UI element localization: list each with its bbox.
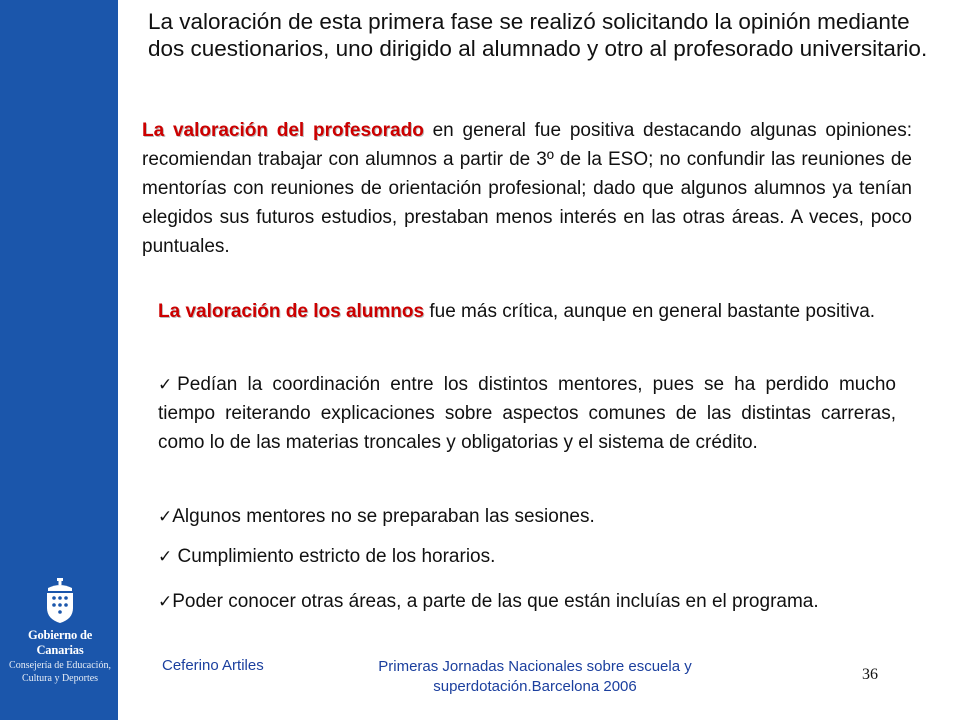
alumnos-text: fue más crítica, aunque en general bastante positiva. (424, 301, 876, 322)
left-sidebar-band (0, 0, 118, 720)
footer-event: Primeras Jornadas Nacionales sobre escuela y superdotación.Barcelona 2006 (378, 658, 692, 695)
footer-author: Ceferino Artiles (162, 657, 264, 674)
coat-of-arms-icon (40, 578, 80, 624)
bullet-text-4: Poder conocer otras áreas, a parte de las que están incluías en el programa. (172, 591, 819, 612)
profesorado-text: en general fue positiva destacando algunas opiniones: recomiendan trabajar con alumnos a partir de 3º de la ESO; no confundir las reuniones de mentorías con reuniones de orientación profesional; dado que algunos alumnos ya tenían elegidos sus futuros estudios, prestaban menos interés en las otras áreas. A veces, poco puntuales. (142, 120, 913, 257)
bullet-text-2: Algunos mentores no se preparaban las sesiones. (172, 506, 595, 527)
checkmark-icon: ✓ (158, 375, 178, 394)
alumnos-label: La valoración de los alumnos (158, 301, 425, 322)
bullet-text-3: Cumplimiento estricto de los horarios. (172, 546, 496, 567)
bullet-item (158, 370, 896, 457)
bullet-item (158, 502, 896, 531)
logo-dept-line2: Cultura y Deportes (21, 673, 99, 684)
checkmark-icon: ✓ (158, 507, 173, 526)
checkmark-icon: ✓ (158, 547, 173, 566)
slide-title: La valoración de esta primera fase se realizó solicitando la opinión mediante dos cuestionarios, uno dirigido al alumnado y otro al profesorado universitario. (148, 9, 928, 61)
bullet-item (158, 542, 896, 571)
bullet-text-1: Pedían la coordinación entre los distintos mentores, pues se ha perdido mucho tiempo reiterando explicaciones sobre aspectos comunes de las distintas carreras, como lo de las materias troncales y obligatorias y el sistema de crédito. (158, 374, 896, 453)
logo-dept-line1: Consejería de Educación, (9, 660, 111, 671)
checkmark-icon: ✓ (158, 592, 173, 611)
profesorado-label: La valoración del profesorado (142, 120, 424, 141)
logo-name: Gobierno de Canarias (27, 628, 93, 657)
government-logo (6, 578, 114, 684)
page-number: 36 (862, 666, 878, 683)
profesorado-paragraph (142, 116, 912, 261)
alumnos-paragraph (158, 297, 896, 326)
bullet-item (158, 587, 896, 616)
